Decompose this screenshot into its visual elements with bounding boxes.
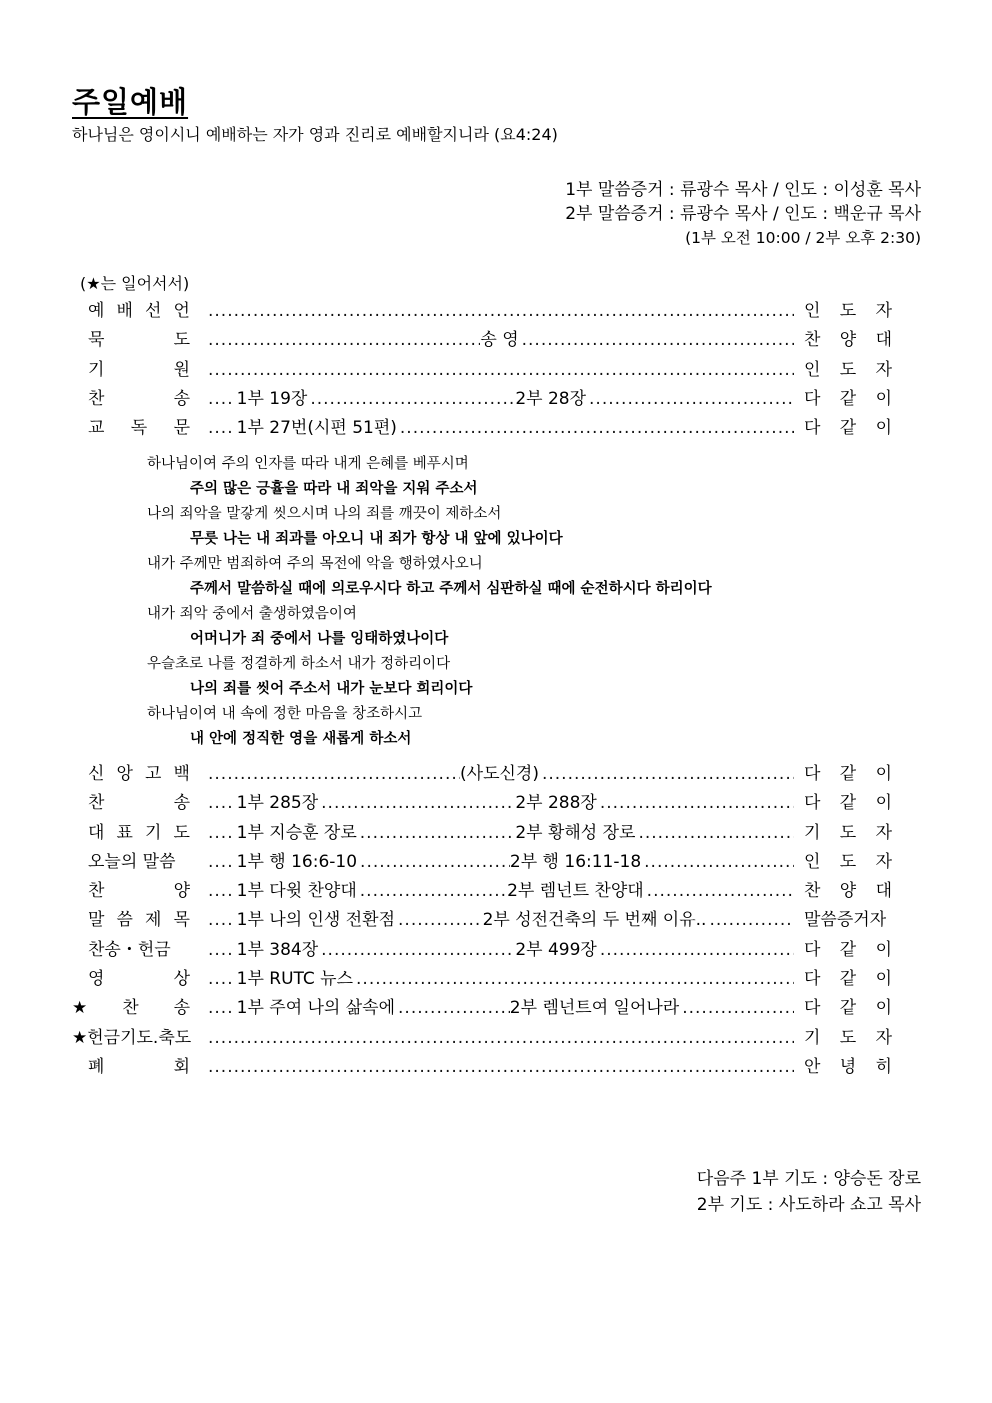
dot-leader [586, 385, 794, 414]
item-first: 1부 나의 인생 전환점 [236, 910, 396, 931]
item-responsible-char: 다 [804, 998, 821, 1019]
item-responsible-char: 도 [839, 359, 857, 380]
item-second: 2부 행 16:11-18 [509, 851, 642, 872]
item-leader [205, 297, 794, 326]
item-second: 2부 성전건축의 두 번째 이유.. [482, 910, 707, 931]
item-responsible-char: 인 [804, 851, 821, 872]
item-responsible [804, 877, 892, 906]
item-responsible: 말씀증거자 [804, 910, 887, 931]
item-responsible [804, 789, 892, 818]
item-responsible-char: 자 [875, 301, 892, 321]
item-label-char: 배 [116, 301, 133, 321]
preacher-line-2: 2부 말씀증거 : 류광수 목사 / 인도 : 백운규 목사 [565, 204, 921, 224]
dot-leader [205, 326, 480, 355]
item-responsible-char: 대 [875, 330, 892, 351]
item-responsible-char: 히 [875, 1056, 892, 1077]
reading-leader-line: 내가 주께만 범죄하여 주의 목전에 악을 행하였사오니 [147, 556, 483, 572]
item-label [88, 906, 190, 935]
dot-leader [205, 965, 237, 994]
item-label-char: 상 [173, 969, 190, 990]
item-label-char: 고 [145, 764, 162, 784]
item-leader [205, 906, 794, 935]
order-item [0, 385, 992, 414]
dot-leader [205, 994, 237, 1023]
item-label-char: 독 [130, 418, 148, 439]
item-first: 1부 지승훈 장로 [236, 822, 357, 843]
item-label-char: 찬 [88, 388, 105, 409]
item-responsible [804, 1053, 892, 1082]
dot-leader [205, 297, 794, 326]
order-item [0, 906, 992, 935]
order-item [0, 760, 992, 789]
service-times: (1부 오전 10:00 / 2부 오후 2:30) [685, 229, 921, 247]
item-label-char: 기 [145, 822, 162, 843]
item-label [88, 965, 190, 994]
item-label-char: 영 [88, 969, 105, 990]
item-label [88, 356, 190, 385]
order-item [0, 326, 992, 355]
item-label-char: 앙 [116, 764, 133, 784]
page-title: 주일예배 [72, 85, 189, 119]
item-first: 1부 주여 나의 삶속에 [236, 998, 396, 1019]
item-leader [205, 1024, 794, 1053]
reading-people-line: 주께서 말씀하실 때에 의로우시다 하고 주께서 심판하실 때에 순전하시다 하리이다 [190, 581, 712, 597]
order-of-worship-top [0, 297, 992, 443]
item-second: 2부 499장 [515, 939, 597, 960]
item-leader [205, 326, 794, 355]
item-responsible-char: 자 [875, 1027, 892, 1048]
item-responsible-char: 이 [875, 388, 892, 409]
item-first: 1부 RUTC 뉴스 [236, 969, 354, 990]
dot-leader [318, 936, 515, 965]
preacher-info [281, 178, 921, 250]
dot-leader [205, 936, 237, 965]
item-responsible-char: 도 [839, 822, 857, 843]
item-responsible-char: 같 [839, 764, 857, 784]
order-item [0, 848, 992, 877]
item-leader [205, 385, 794, 414]
item-middle: 송 영 [480, 330, 519, 351]
item-label-char: 교 [88, 418, 105, 439]
item-responsible-char: 이 [875, 998, 892, 1019]
item-responsible-char: 자 [875, 851, 892, 872]
dot-leader [205, 1024, 794, 1053]
item-responsible-char: 녕 [839, 1056, 857, 1077]
item-label-char: 목 [173, 910, 190, 931]
item-label: 찬송・헌금 [88, 939, 171, 960]
order-item [0, 877, 992, 906]
item-label [88, 297, 190, 326]
item-responsible-char: 다 [804, 939, 821, 960]
dot-leader [307, 385, 515, 414]
order-item [0, 994, 992, 1023]
next-week-prayer [421, 1166, 921, 1218]
item-responsible-char: 찬 [804, 330, 821, 351]
item-label-char: 도 [173, 822, 190, 843]
item-label-char: 도 [173, 330, 190, 351]
item-first: 1부 19장 [236, 388, 308, 409]
item-responsible [804, 1024, 892, 1053]
item-responsible-char: 같 [839, 939, 857, 960]
item-responsible [804, 965, 892, 994]
item-first: 1부 27번(시편 51편) [236, 418, 397, 439]
dot-leader [205, 356, 794, 385]
item-responsible [804, 936, 892, 965]
item-leader [205, 848, 794, 877]
item-first: 1부 285장 [236, 793, 319, 814]
reading-people-line: 나의 죄를 씻어 주소서 내가 눈보다 희리이다 [190, 681, 473, 697]
item-first: 1부 행 16:6-10 [236, 851, 358, 872]
item-label-char: 묵 [88, 330, 105, 351]
dot-leader [353, 965, 794, 994]
item-responsible [804, 356, 892, 385]
dot-leader [205, 906, 237, 935]
item-label: 오늘의 말씀 [88, 851, 176, 872]
item-second: 2부 288장 [515, 793, 597, 814]
dot-leader [205, 789, 237, 818]
order-item [0, 965, 992, 994]
item-responsible-char: 다 [804, 388, 821, 409]
item-label-char: 송 [173, 793, 190, 814]
item-label-char: 제 [145, 910, 162, 931]
order-item [0, 789, 992, 818]
item-leader [205, 414, 794, 443]
item-responsible-char: 인 [804, 359, 821, 380]
item-responsible-char: 이 [875, 793, 892, 814]
next-week-line-2: 2부 기도 : 사도하라 쇼고 목사 [696, 1195, 921, 1215]
item-responsible-char: 자 [875, 359, 892, 380]
item-label-char: 말 [88, 910, 105, 931]
order-item [0, 356, 992, 385]
item-label-char: 씀 [116, 910, 133, 931]
theme-verse: 하나님은 영이시니 예배하는 자가 영과 진리로 예배할지니라 (요4:24) [72, 125, 558, 144]
item-responsible [804, 326, 892, 355]
item-responsible-char: 이 [875, 969, 892, 990]
item-label-char: 문 [173, 418, 190, 439]
order-of-worship-bottom [0, 760, 992, 1082]
standing-note: (★는 일어서서) [80, 274, 190, 293]
item-middle: (사도신경) [460, 764, 539, 784]
item-label-char: 백 [173, 764, 190, 784]
item-leader [205, 877, 794, 906]
item-label: ★헌금기도.축도 [72, 1027, 192, 1048]
item-responsible-char: 같 [839, 793, 857, 814]
reading-leader-line: 우슬초로 나를 정결하게 하소서 내가 정하리이다 [147, 656, 451, 672]
dot-leader [706, 906, 794, 935]
item-responsible-char: 다 [804, 969, 821, 990]
dot-leader [205, 848, 237, 877]
dot-leader [205, 414, 237, 443]
item-responsible-char: 같 [839, 418, 857, 439]
item-responsible [804, 414, 892, 443]
item-second: 2부 렘넌트 찬양대 [507, 881, 644, 902]
dot-leader [205, 760, 460, 789]
dot-leader [205, 819, 237, 848]
item-responsible-char: 도 [839, 1027, 857, 1048]
item-leader [205, 819, 794, 848]
dot-leader [357, 819, 516, 848]
dot-leader [597, 936, 794, 965]
item-label-char: 대 [88, 822, 105, 843]
item-responsible-char: 다 [804, 418, 821, 439]
item-label-char: 송 [173, 388, 190, 409]
item-responsible [804, 297, 892, 326]
item-label [88, 877, 190, 906]
reading-people-line: 주의 많은 긍휼을 따라 내 죄악을 지워 주소서 [190, 481, 478, 497]
item-label-char: 찬 [88, 793, 105, 814]
order-item [0, 1053, 992, 1082]
reading-leader-line: 나의 죄악을 말갛게 씻으시며 나의 죄를 깨끗이 제하소서 [147, 506, 502, 522]
dot-leader [519, 326, 794, 355]
item-second: 2부 렘넌트여 일어나라 [509, 998, 680, 1019]
item-responsible-char: 이 [875, 418, 892, 439]
item-label-char: 표 [116, 822, 133, 843]
reading-leader-line: 하나님이여 주의 인자를 따라 내게 은혜를 베푸시며 [147, 456, 469, 472]
item-label-char: 선 [145, 301, 162, 321]
item-responsible-char: 기 [804, 822, 821, 843]
item-label [88, 789, 190, 818]
item-label-char: 송 [173, 998, 190, 1019]
dot-leader [205, 385, 237, 414]
item-label-char: 언 [173, 301, 190, 321]
next-week-line-1: 다음주 1부 기도 : 양승돈 장로 [696, 1169, 921, 1189]
reading-people-line: 내 안에 정직한 영을 새롭게 하소서 [190, 731, 412, 747]
order-item [0, 1024, 992, 1053]
dot-leader [395, 906, 483, 935]
item-responsible-char: 기 [804, 1027, 821, 1048]
item-responsible-char: 도 [839, 301, 857, 321]
item-label [88, 760, 190, 789]
item-leader [205, 1053, 794, 1082]
reading-people-line: 무릇 나는 내 죄과를 아오니 내 죄가 항상 내 앞에 있나이다 [190, 531, 563, 547]
item-leader [205, 760, 794, 789]
item-responsible-char: 대 [875, 881, 892, 902]
dot-leader [357, 848, 510, 877]
item-label-char: 신 [88, 764, 105, 784]
item-label-char: 찬 [88, 881, 105, 902]
item-responsible [804, 760, 892, 789]
item-responsible-char: 이 [875, 764, 892, 784]
item-label-char: 기 [88, 359, 105, 380]
item-responsible-char: 같 [839, 998, 857, 1019]
dot-leader [357, 877, 507, 906]
item-responsible [804, 848, 892, 877]
item-responsible-char: 같 [839, 388, 857, 409]
item-responsible-char: 자 [875, 822, 892, 843]
dot-leader [318, 789, 515, 818]
item-label [88, 1053, 190, 1082]
item-label-char: ★ [72, 998, 88, 1019]
reading-leader-line: 내가 죄악 중에서 출생하였음이여 [147, 606, 357, 622]
item-leader [205, 965, 794, 994]
item-responsible-char: 인 [804, 301, 821, 321]
dot-leader [205, 877, 237, 906]
dot-leader [597, 789, 794, 818]
order-item [0, 414, 992, 443]
item-responsible [804, 994, 892, 1023]
item-leader [205, 789, 794, 818]
item-label-char: 양 [173, 881, 190, 902]
item-label-char: 찬 [122, 998, 139, 1019]
item-label-char: 예 [88, 301, 105, 321]
dot-leader [679, 994, 794, 1023]
dot-leader [635, 819, 794, 848]
item-first: 1부 384장 [236, 939, 319, 960]
item-label-char: 원 [173, 359, 190, 380]
item-responsible-char: 찬 [804, 881, 821, 902]
order-item [0, 936, 992, 965]
item-label [88, 385, 190, 414]
dot-leader [395, 994, 510, 1023]
preacher-line-1: 1부 말씀증거 : 류광수 목사 / 인도 : 이성훈 목사 [565, 180, 921, 200]
item-responsible-char: 이 [875, 939, 892, 960]
responsive-reading [0, 452, 992, 752]
order-item [0, 819, 992, 848]
item-label-char: 회 [173, 1056, 190, 1077]
reading-leader-line: 하나님이여 내 속에 정한 마음을 창조하시고 [147, 706, 423, 722]
item-responsible-char: 양 [839, 881, 857, 902]
item-responsible-char: 같 [839, 969, 857, 990]
item-second: 2부 28장 [515, 388, 587, 409]
dot-leader [539, 760, 794, 789]
item-responsible-char: 도 [839, 851, 857, 872]
item-label [88, 326, 190, 355]
item-responsible-char: 다 [804, 764, 821, 784]
dot-leader [397, 414, 794, 443]
item-label [72, 994, 190, 1023]
item-responsible-char: 안 [804, 1056, 821, 1077]
dot-leader [205, 1053, 794, 1082]
item-responsible [804, 819, 892, 848]
order-item [0, 297, 992, 326]
item-leader [205, 994, 794, 1023]
reading-people-line: 어머니가 죄 중에서 나를 잉태하였나이다 [190, 631, 449, 647]
item-leader [205, 936, 794, 965]
item-label-char: 폐 [88, 1056, 105, 1077]
item-responsible [804, 385, 892, 414]
item-second: 2부 황해성 장로 [515, 822, 636, 843]
item-first: 1부 다윗 찬양대 [236, 881, 357, 902]
dot-leader [641, 848, 794, 877]
item-responsible-char: 다 [804, 793, 821, 814]
item-responsible-char: 양 [839, 330, 857, 351]
item-leader [205, 356, 794, 385]
item-label [88, 414, 190, 443]
dot-leader [644, 877, 794, 906]
item-label [88, 819, 190, 848]
